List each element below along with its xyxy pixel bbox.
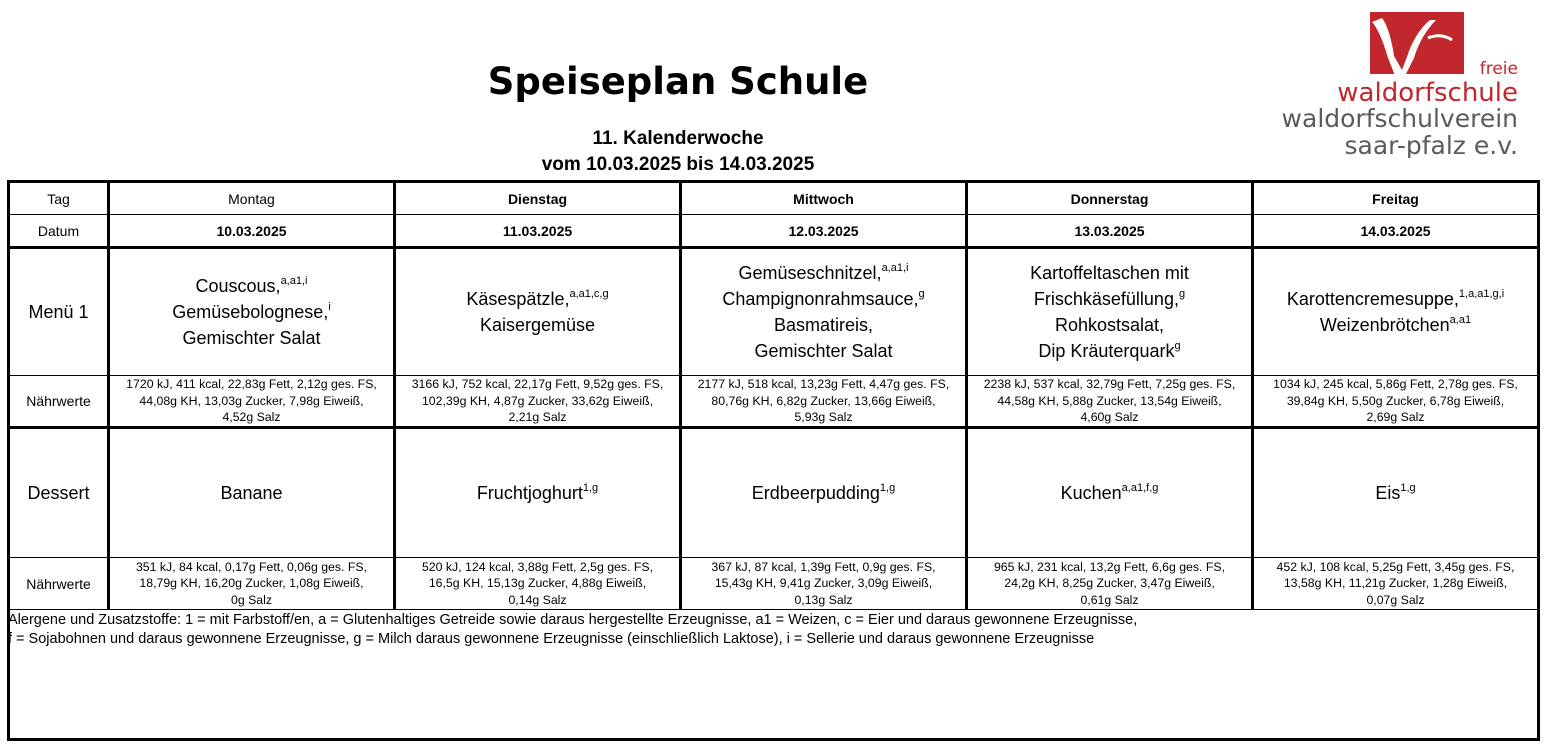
nutrition-line: 351 kJ, 84 kcal, 0,17g Fett, 0,06g ges. FS,: [135, 559, 368, 574]
dessert-cell: [1253, 428, 1539, 558]
nutrition-cell: [1253, 376, 1539, 428]
nutrition-lines: [684, 376, 963, 426]
dish-text: Weizenbrötchen: [1319, 315, 1450, 335]
allergen-codes: g: [1178, 288, 1186, 300]
menu-line: [112, 299, 391, 325]
nutrition-line: 44,58g KH, 5,88g Zucker, 13,54g Eiweiß,: [997, 393, 1222, 408]
dish-text: Banane: [220, 483, 283, 503]
day-date: 12.03.2025: [681, 215, 967, 248]
allergen-codes: a,a1,c,g: [569, 288, 609, 300]
menu-line: [398, 312, 677, 338]
menu-line: [398, 286, 677, 312]
nutrition-line: 80,76g KH, 6,82g Zucker, 13,66g Eiweiß,: [711, 393, 936, 408]
menu-line: [970, 260, 1249, 286]
logo-text-waldorfschule: waldorfschule: [1337, 78, 1518, 108]
header-row-days: [9, 182, 1539, 215]
day-name: Freitag: [1253, 182, 1539, 215]
row-label-naehrwerte: Nährwerte: [9, 558, 109, 610]
nutrition-cell: [109, 376, 395, 428]
menu-cell: [395, 248, 681, 376]
nutrition-line: 102,39g KH, 4,87g Zucker, 33,62g Eiweiß,: [421, 393, 654, 408]
nutrition-line: 3166 kJ, 752 kcal, 22,17g Fett, 9,52g ges. FS,: [411, 377, 664, 392]
day-name: Donnerstag: [967, 182, 1253, 215]
logo-text-verein: waldorfschulverein: [1281, 104, 1518, 133]
nutrition-lines: [970, 376, 1249, 426]
date-range: vom 10.03.2025 bis 14.03.2025: [541, 154, 815, 175]
dish-text: Kartoffeltaschen mit: [1030, 263, 1189, 283]
nutrition-line: 16,5g KH, 15,13g Zucker, 4,88g Eiweiß,: [428, 576, 647, 591]
allergen-line-2: f = Sojabohnen und daraus gewonnene Erzeugnisse, g = Milch daraus gewonnene Erzeugnisse (einschließlich Laktose), i = Sellerie und daraus gewonnene Erzeugnisse: [8, 631, 1095, 647]
day-name: Mittwoch: [681, 182, 967, 215]
allergen-codes: a,a1: [1449, 314, 1472, 326]
day-date: 13.03.2025: [967, 215, 1253, 248]
nutrition-line: 0g Salz: [230, 592, 273, 607]
allergen-codes: 1,g: [879, 482, 896, 494]
day-date: 14.03.2025: [1253, 215, 1539, 248]
nutrition-line: 44,08g KH, 13,03g Zucker, 7,98g Eiweiß,: [139, 393, 364, 408]
nutrition-row-menu: [9, 376, 1539, 428]
menu-line: [112, 325, 391, 351]
week-label: 11. Kalenderwoche: [592, 128, 764, 149]
nutrition-lines: [970, 559, 1249, 609]
nutrition-lines: [398, 376, 677, 426]
menu-line: [1256, 286, 1535, 312]
row-label-tag: Tag: [9, 182, 109, 215]
allergen-codes: a,a1,i: [881, 262, 909, 274]
nutrition-cell: [1253, 558, 1539, 610]
dish-text: Rohkostsalat,: [1054, 315, 1165, 335]
nutrition-cell: [967, 558, 1253, 610]
nutrition-line: 18,79g KH, 16,20g Zucker, 1,08g Eiweiß,: [139, 576, 364, 591]
dessert-row: [9, 428, 1539, 558]
allergen-codes: 1,a,a1,g,i: [1458, 288, 1505, 300]
dessert-line: [112, 480, 391, 506]
nutrition-lines: [398, 559, 677, 609]
meal-plan-table: [7, 180, 1540, 610]
nutrition-row-dessert: [9, 558, 1539, 610]
nutrition-cell: [681, 376, 967, 428]
dessert-text: [1256, 480, 1535, 506]
menu-lines: [112, 273, 391, 351]
dessert-line: [398, 480, 677, 506]
nutrition-line: 4,60g Salz: [1080, 410, 1139, 425]
allergen-codes: g: [918, 288, 925, 300]
dessert-line: [684, 480, 963, 506]
menu-line: [970, 312, 1249, 338]
dish-text: Fruchtjoghurt: [476, 483, 583, 503]
menu-line: [1256, 312, 1535, 338]
nutrition-line: 2,21g Salz: [508, 410, 567, 425]
nutrition-lines: [684, 559, 963, 609]
menu-cell: [681, 248, 967, 376]
menu-lines: [398, 286, 677, 338]
menu-line: [684, 286, 963, 312]
nutrition-cell: [109, 558, 395, 610]
dish-text: Eis: [1375, 483, 1401, 503]
nutrition-line: 24,2g KH, 8,25g Zucker, 3,47g Eiweiß,: [1004, 576, 1215, 591]
row-label-datum: Datum: [9, 215, 109, 248]
nutrition-line: 15,43g KH, 9,41g Zucker, 3,09g Eiweiß,: [714, 576, 933, 591]
nutrition-line: 13,58g KH, 11,21g Zucker, 1,28g Eiweiß,: [1283, 576, 1508, 591]
nutrition-line: 0,14g Salz: [508, 592, 567, 607]
nutrition-cell: [967, 376, 1253, 428]
menu-lines: [970, 260, 1249, 364]
dish-text: Gemüsebolognese,: [172, 302, 329, 322]
menu-cell: [109, 248, 395, 376]
dessert-cell: [109, 428, 395, 558]
dessert-cell: [681, 428, 967, 558]
waldorf-logo-mark: [1232, 8, 1522, 158]
allergen-codes: 1,g: [1400, 482, 1416, 494]
nutrition-lines: [1256, 559, 1535, 609]
day-name: Dienstag: [395, 182, 681, 215]
menu-line: [684, 312, 963, 338]
nutrition-lines: [112, 376, 391, 426]
dish-text: Gemischter Salat: [182, 328, 321, 348]
nutrition-line: 367 kJ, 87 kcal, 1,39g Fett, 0,9g ges. FS,: [711, 559, 936, 574]
nutrition-line: 2238 kJ, 537 kcal, 32,79g Fett, 7,25g ges. FS,: [983, 377, 1236, 392]
dish-text: Basmatireis,: [773, 315, 874, 335]
nutrition-line: 2,69g Salz: [1366, 410, 1425, 425]
nutrition-line: 0,61g Salz: [1080, 592, 1139, 607]
day-date: 11.03.2025: [395, 215, 681, 248]
dish-text: Frischkäsefüllung,: [1033, 289, 1179, 309]
dish-text: Erdbeerpudding: [751, 483, 880, 503]
menu-line: [684, 260, 963, 286]
menu-cell: [1253, 248, 1539, 376]
logo-text-region: saar-pfalz e.v.: [1344, 131, 1518, 158]
nutrition-lines: [112, 559, 391, 609]
nutrition-line: 520 kJ, 124 kcal, 3,88g Fett, 2,5g ges. FS,: [421, 559, 654, 574]
nutrition-line: 1034 kJ, 245 kcal, 5,86g Fett, 2,78g ges. FS,: [1273, 377, 1518, 392]
day-date: 10.03.2025: [109, 215, 395, 248]
school-logo: [1232, 8, 1522, 158]
page-title: Speiseplan Schule: [487, 60, 869, 103]
nutrition-cell: [395, 558, 681, 610]
dessert-cell: [395, 428, 681, 558]
dish-text: Käsespätzle,: [466, 289, 570, 309]
dessert-text: [398, 480, 677, 506]
dish-text: Champignonrahmsauce,: [722, 289, 919, 309]
logo-text-freie: freie: [1479, 59, 1518, 79]
dish-text: Dip Kräuterquark: [1038, 341, 1175, 361]
dish-text: Couscous,: [195, 276, 281, 296]
dessert-text: [684, 480, 963, 506]
nutrition-cell: [395, 376, 681, 428]
dessert-line: [1256, 480, 1535, 506]
dish-text: Karottencremesuppe,: [1286, 289, 1459, 309]
allergen-codes: a,a1,f,g: [1121, 482, 1159, 494]
menu-cell: [967, 248, 1253, 376]
allergen-legend: [8, 611, 1137, 649]
nutrition-line: 5,93g Salz: [794, 410, 853, 425]
nutrition-line: 452 kJ, 108 kcal, 5,25g Fett, 3,45g ges. FS,: [1276, 559, 1515, 574]
nutrition-cell: [681, 558, 967, 610]
dessert-line: [970, 480, 1249, 506]
menu-lines: [684, 260, 963, 364]
dish-text: Gemischter Salat: [754, 341, 893, 361]
menu-line: [112, 273, 391, 299]
nutrition-line: 0,07g Salz: [1366, 592, 1425, 607]
allergen-codes: i: [328, 301, 331, 313]
menu1-row: [9, 248, 1539, 376]
menu-line: [970, 338, 1249, 364]
dessert-text: [112, 480, 391, 506]
menu-line: [970, 286, 1249, 312]
allergen-codes: a,a1,i: [280, 275, 308, 287]
row-label-menu1: Menü 1: [9, 248, 109, 376]
nutrition-line: 39,84g KH, 5,50g Zucker, 6,78g Eiweiß,: [1286, 393, 1505, 408]
menu-line: [684, 338, 963, 364]
dish-text: Kaisergemüse: [479, 315, 596, 335]
menu-lines: [1256, 286, 1535, 338]
allergen-codes: g: [1174, 340, 1181, 352]
dessert-cell: [967, 428, 1253, 558]
nutrition-line: 965 kJ, 231 kcal, 13,2g Fett, 6,6g ges. FS,: [993, 559, 1226, 574]
nutrition-line: 1720 kJ, 411 kcal, 22,83g Fett, 2,12g ges. FS,: [126, 377, 377, 392]
day-name: Montag: [109, 182, 395, 215]
dish-text: Gemüseschnitzel,: [738, 263, 882, 283]
nutrition-line: 4,52g Salz: [222, 410, 281, 425]
row-label-dessert: Dessert: [9, 428, 109, 558]
header-row-dates: [9, 215, 1539, 248]
nutrition-lines: [1256, 376, 1535, 426]
nutrition-line: 0,13g Salz: [794, 592, 853, 607]
dessert-text: [970, 480, 1249, 506]
dish-text: Kuchen: [1060, 483, 1122, 503]
allergen-codes: 1,g: [582, 482, 599, 494]
row-label-naehrwerte: Nährwerte: [9, 376, 109, 428]
nutrition-line: 2177 kJ, 518 kcal, 13,23g Fett, 4,47g ges. FS,: [697, 377, 950, 392]
allergen-line-1: Alergene und Zusatzstoffe: 1 = mit Farbstoff/en, a = Glutenhaltiges Getreide sowie daraus hergestellte Erzeugnisse, a1 = Weizen, c = Eier und daraus gewonnene Erzeugnisse,: [8, 612, 1138, 628]
